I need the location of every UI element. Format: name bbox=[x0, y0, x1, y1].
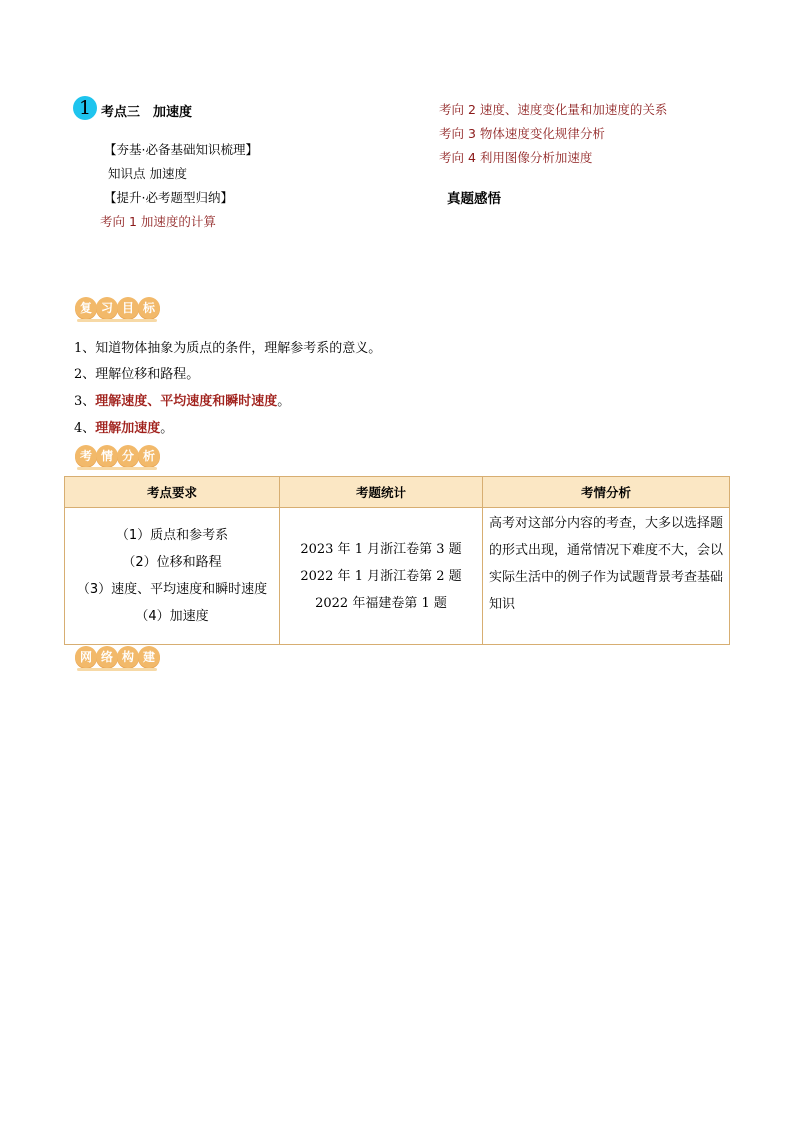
table-row bbox=[65, 508, 730, 645]
goal-text: 知道物体抽象为质点的条件，理解参考系的意义。 bbox=[95, 341, 382, 356]
table-header-row bbox=[65, 477, 730, 508]
statistic-item: 2022 年福建卷第 1 题 bbox=[315, 595, 447, 611]
goal-item-1 bbox=[74, 337, 381, 356]
statistics-cell bbox=[280, 508, 483, 645]
table-header-analysis: 考情分析 bbox=[483, 477, 730, 508]
goal-suffix: 。 bbox=[277, 394, 291, 409]
goal-num: 1、 bbox=[74, 341, 96, 356]
network-badge bbox=[75, 642, 159, 672]
goal-highlight: 理解加速度 bbox=[95, 421, 161, 436]
section-number-badge: 1 bbox=[73, 96, 97, 120]
goal-suffix: 。 bbox=[160, 421, 174, 436]
goal-item-3 bbox=[74, 390, 290, 409]
badge-underline bbox=[77, 319, 157, 322]
badge-char: 构 bbox=[117, 646, 139, 668]
analysis-cell bbox=[483, 508, 730, 645]
badge-char: 标 bbox=[138, 297, 160, 319]
requirements-cell bbox=[65, 508, 280, 645]
toc-item-direction-1[interactable]: 考向 1 加速度的计算 bbox=[100, 214, 216, 229]
toc-item-direction-4[interactable]: 考向 4 利用图像分析加速度 bbox=[439, 150, 593, 165]
table-header-requirements: 考点要求 bbox=[65, 477, 280, 508]
requirement-item: （3）速度、平均速度和瞬时速度 bbox=[76, 582, 268, 597]
toc-item-improve[interactable]: 【提升·必考题型归纳】 bbox=[104, 190, 233, 205]
statistic-item: 2022 年 1 月浙江卷第 2 题 bbox=[300, 568, 462, 584]
badge-char: 复 bbox=[75, 297, 97, 319]
statistic-item: 2023 年 1 月浙江卷第 3 题 bbox=[300, 541, 462, 557]
badge-char: 网 bbox=[75, 646, 97, 668]
badge-char: 建 bbox=[138, 646, 160, 668]
goal-text: 理解位移和路程。 bbox=[95, 367, 200, 382]
requirement-item: （4）加速度 bbox=[135, 609, 209, 624]
review-goals-badge bbox=[75, 293, 159, 323]
section-title: 考点三 加速度 bbox=[101, 105, 193, 120]
badge-underline bbox=[77, 668, 157, 671]
toc-item-basics[interactable]: 【夯基·必备基础知识梳理】 bbox=[104, 142, 258, 157]
toc-item-direction-2[interactable]: 考向 2 速度、速度变化量和加速度的关系 bbox=[439, 102, 668, 117]
toc-item-real-exam[interactable]: 真题感悟 bbox=[447, 191, 501, 207]
badge-underline bbox=[77, 467, 157, 470]
analysis-text: 高考对这部分内容的考查，大多以选择题的形式出现，通常情况下难度不大，会以实际生活中的例子作为试题背景考查基础知识 bbox=[489, 516, 724, 612]
badge-char: 目 bbox=[117, 297, 139, 319]
toc-item-direction-3[interactable]: 考向 3 物体速度变化规律分析 bbox=[439, 126, 605, 141]
goal-item-2 bbox=[74, 363, 199, 382]
requirement-item: （1）质点和参考系 bbox=[115, 528, 229, 543]
table-header-statistics: 考题统计 bbox=[280, 477, 483, 508]
badge-char: 分 bbox=[117, 445, 139, 467]
toc-item-knowledge-point[interactable]: 知识点 加速度 bbox=[108, 166, 187, 181]
goal-num: 2、 bbox=[74, 367, 96, 382]
goal-num: 3、 bbox=[74, 394, 96, 409]
badge-char: 习 bbox=[96, 297, 118, 319]
badge-char: 络 bbox=[96, 646, 118, 668]
goal-num: 4、 bbox=[74, 421, 96, 436]
exam-analysis-badge bbox=[75, 441, 159, 471]
goal-highlight: 理解速度、平均速度和瞬时速度 bbox=[95, 394, 278, 409]
exam-analysis-table bbox=[64, 476, 730, 645]
goal-item-4 bbox=[74, 417, 173, 436]
badge-char: 情 bbox=[96, 445, 118, 467]
requirement-item: （2）位移和路程 bbox=[122, 555, 222, 570]
badge-char: 析 bbox=[138, 445, 160, 467]
badge-char: 考 bbox=[75, 445, 97, 467]
